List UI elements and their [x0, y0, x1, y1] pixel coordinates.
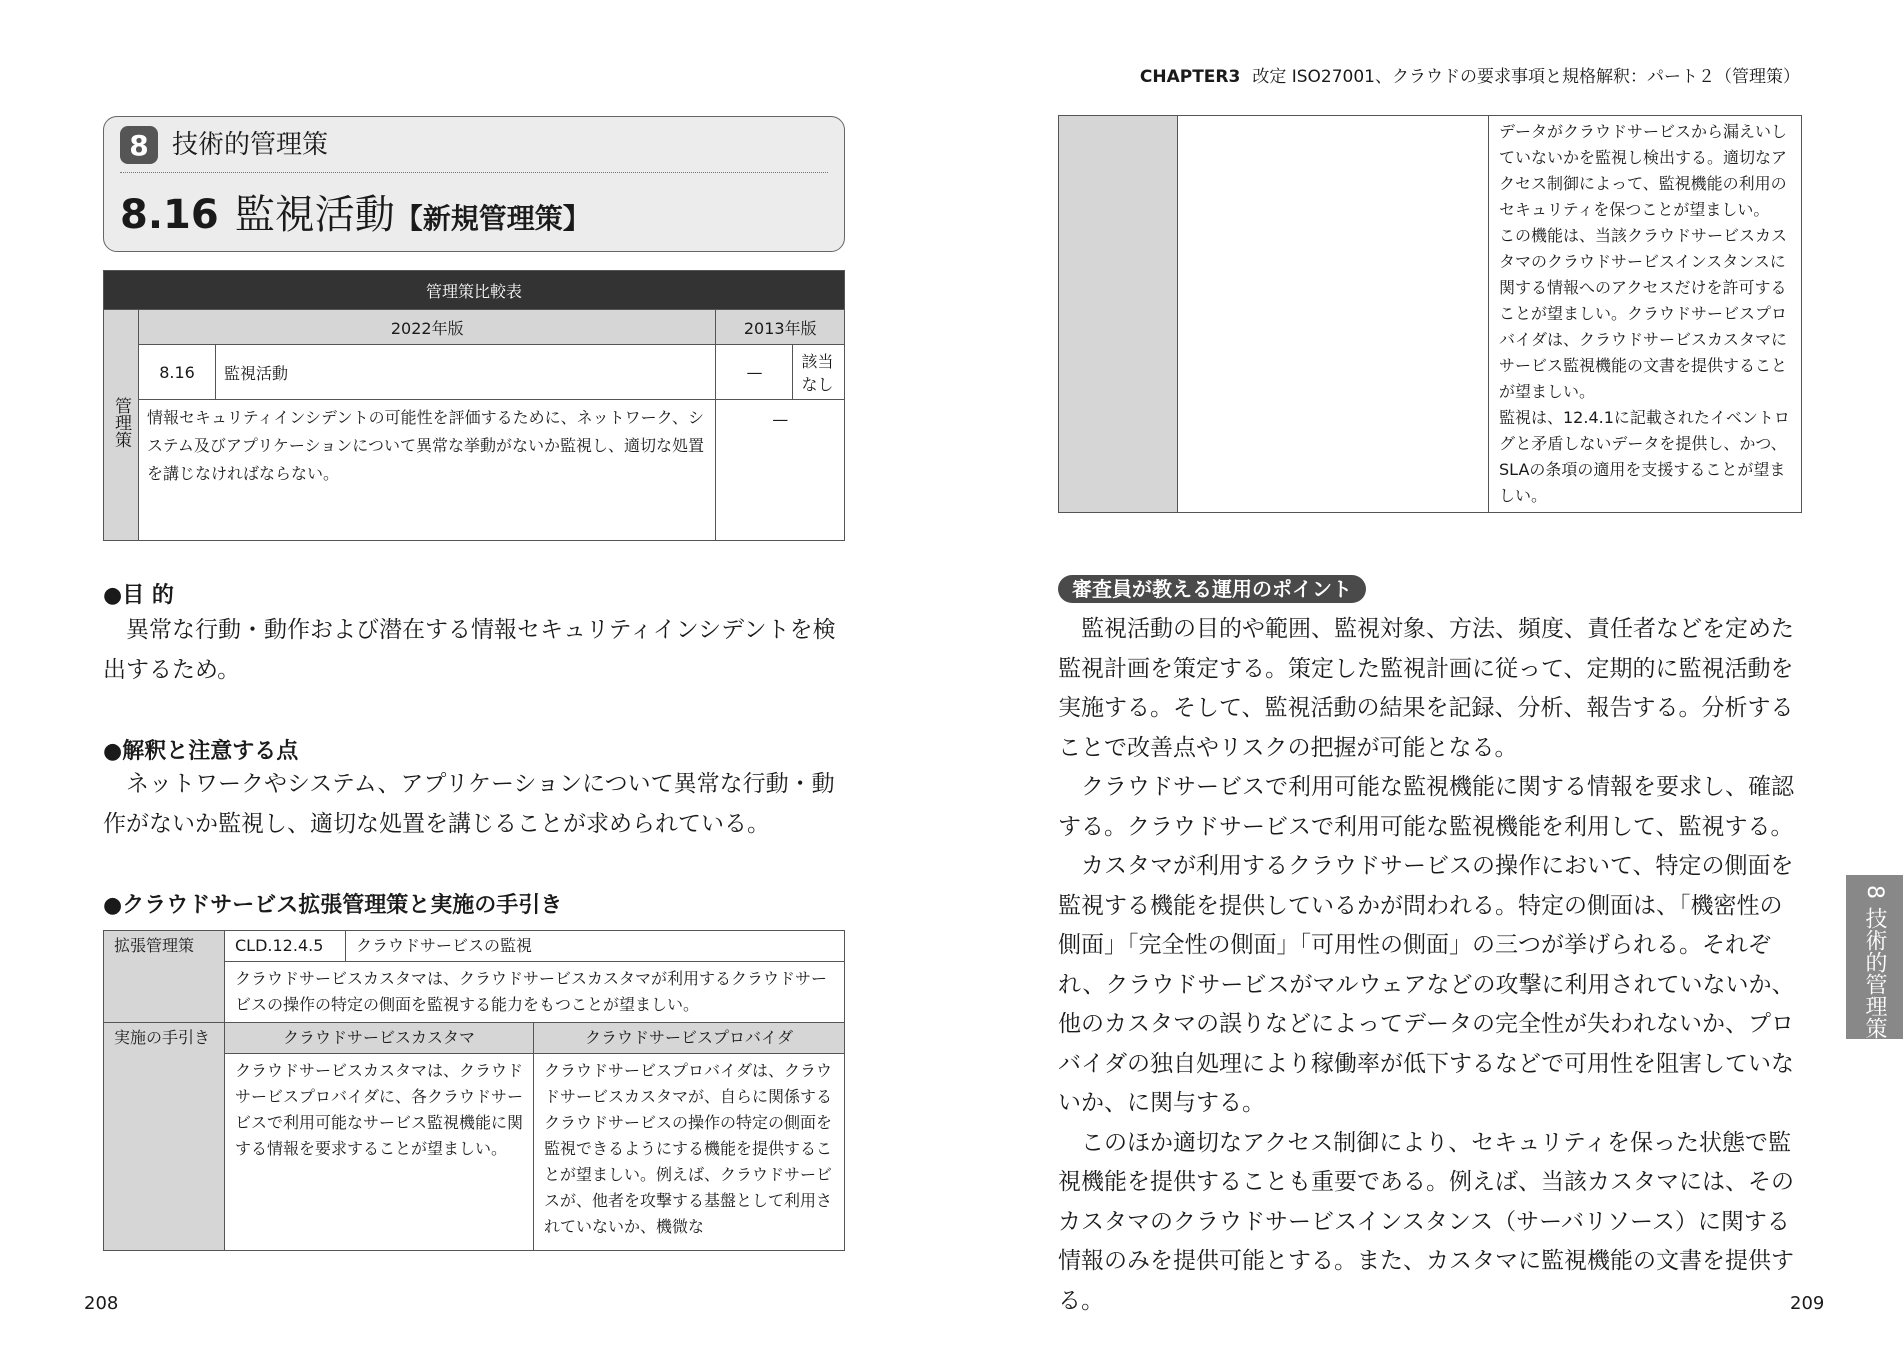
extension-code: CLD.12.4.5 — [225, 931, 346, 962]
paragraph-4: このほか適切なアクセス制御により、セキュリティを保った状態で監視機能を提供することも重要である。例えば、当該カスタマには、そのカスタマのクラウドサービスインスタンス（サーバリソース）に関する情報のみを提供可能とする。また、カスタマに監視機能の文書を提供する。 — [1058, 1129, 1794, 1314]
paragraph-2: クラウドサービスで利用可能な監視機能に関する情報を要求し、確認する。クラウドサービスで利用可能な監視機能を利用して、監視する。 — [1058, 774, 1794, 840]
running-header — [1140, 62, 1800, 87]
comparison-side-label: 管理策 — [104, 310, 139, 541]
comparison-table-title: 管理策比較表 — [104, 271, 845, 310]
section-tag: 【新規管理策】 — [394, 202, 591, 235]
continued-provider-cell — [1489, 116, 1802, 513]
continued-table — [1058, 115, 1802, 513]
provider-text: クラウドサービスプロバイダは、クラウドサービスカスタマが、自らに関係するクラウドサービスの操作の特定の側面を監視できるようにする機能を提供することが望ましい。例えば、クラウドサービスが、他者を攻撃する基盤として利用されていないか、機微な — [534, 1054, 845, 1251]
page-number-left: 208 — [84, 1293, 119, 1314]
row1-2022-num: 8.16 — [139, 345, 216, 400]
interpretation-heading: ●解釈と注意する点 — [103, 739, 299, 764]
row1-2022-name: 監視活動 — [216, 345, 716, 400]
points-label: 審査員が教える運用のポイント — [1058, 575, 1366, 603]
section-title — [120, 190, 591, 244]
extension-description: クラウドサービスカスタマは、クラウドサービスカスタマが利用するクラウドサービスの操作の特定の側面を監視する能力をもつことが望ましい。 — [225, 962, 845, 1023]
purpose-heading: ●目 的 — [103, 583, 174, 608]
paragraph-1: 監視活動の目的や範囲、監視対象、方法、頻度、責任者などを定めた監視計画を策定する。策定した監視計画に従って、定期的に監視活動を実施する。そして、監視活動の結果を記録、分析、報告する。分析することで改善点やリスクの把握が可能となる。 — [1058, 616, 1794, 761]
comparison-table — [103, 270, 845, 541]
col-provider: クラウドサービスプロバイダ — [534, 1023, 845, 1054]
dotted-divider — [120, 172, 828, 173]
col-customer: クラウドサービスカスタマ — [225, 1023, 534, 1054]
label-extension: 拡張管理策 — [104, 931, 225, 1023]
cloud-heading: ●クラウドサービス拡張管理策と実施の手引き — [103, 893, 563, 918]
row2-2022-text: 情報セキュリティインシデントの可能性を評価するために、ネットワーク、システム及びアプリケーションについて異常な挙動がないか監視し、適切な処置を講じなければならない。 — [139, 400, 716, 541]
points-body — [1058, 610, 1802, 1321]
col-2022: 2022年版 — [139, 310, 716, 345]
thumb-number: 8 — [1862, 885, 1887, 899]
section-title-text: 監視活動 — [234, 192, 395, 238]
chapter-thumb-tab — [1846, 875, 1903, 1039]
provider-text-continued-3: 監視は、12.4.1に記載されたイベントログと矛盾しないデータを提供し、かつ、SLAの条項の適用を支援することが望ましい。 — [1499, 408, 1790, 505]
interpretation-text: ネットワークやシステム、アプリケーションについて異常な行動・動作がないか監視し、適切な処置を講じることが求められている。 — [103, 771, 835, 837]
header-chapter: CHAPTER3 — [1139, 67, 1241, 87]
cloud-extension-table — [103, 930, 845, 1251]
paragraph-3: カスタマが利用するクラウドサービスの操作において、特定の側面を監視する機能を提供しているかが問われる。特定の側面は、「機密性の側面」「完全性の側面」「可用性の側面」の三つが挙げられる。それぞれ、クラウドサービスがマルウェアなどの攻撃に利用されていないか、他のカスタマの誤りなどによってデータの完全性が失われないか、プロバイダの独自処理により稼働率が低下するなどで可用性を阻害していないか、に関与する。 — [1058, 853, 1795, 1116]
header-title: 改定 ISO27001、クラウドの要求事項と規格解釈：パート２（管理策） — [1252, 67, 1800, 87]
provider-text-continued-1: データがクラウドサービスから漏えいしていないかを監視し検出する。適切なアクセス制御によって、監視機能の利用のセキュリティを保つことが望ましい。 — [1499, 122, 1788, 219]
section-number: 8.16 — [120, 192, 219, 238]
chapter-name: 技術的管理策 — [172, 130, 329, 160]
thumb-label: 技術的管理策 — [1862, 907, 1887, 1039]
col-2013: 2013年版 — [716, 310, 845, 345]
continued-customer-cell — [1178, 116, 1489, 513]
customer-text: クラウドサービスカスタマは、クラウドサービスプロバイダに、各クラウドサービスで利用可能なサービス監視機能に関する情報を要求することが望ましい。 — [225, 1054, 534, 1251]
row1-2013-num: — — [716, 345, 793, 400]
purpose-text: 異常な行動・動作および潜在する情報セキュリティインシデントを検出するため。 — [103, 617, 836, 683]
extension-name: クラウドサービスの監視 — [346, 931, 845, 962]
label-guide: 実施の手引き — [104, 1023, 225, 1251]
continued-label-cell — [1059, 116, 1178, 513]
row2-2013-text: — — [716, 400, 845, 541]
page-number-right: 209 — [1790, 1293, 1825, 1314]
provider-text-continued-2: この機能は、当該クラウドサービスカスタマのクラウドサービスインスタンスに関する情報へのアクセスだけを許可することが望ましい。クラウドサービスプロバイダは、クラウドサービスカスタマにサービス監視機能の文書を提供することが望ましい。 — [1499, 226, 1788, 401]
chapter-badge: 8 — [120, 126, 158, 164]
row1-2013-name: 該当なし — [793, 345, 845, 400]
